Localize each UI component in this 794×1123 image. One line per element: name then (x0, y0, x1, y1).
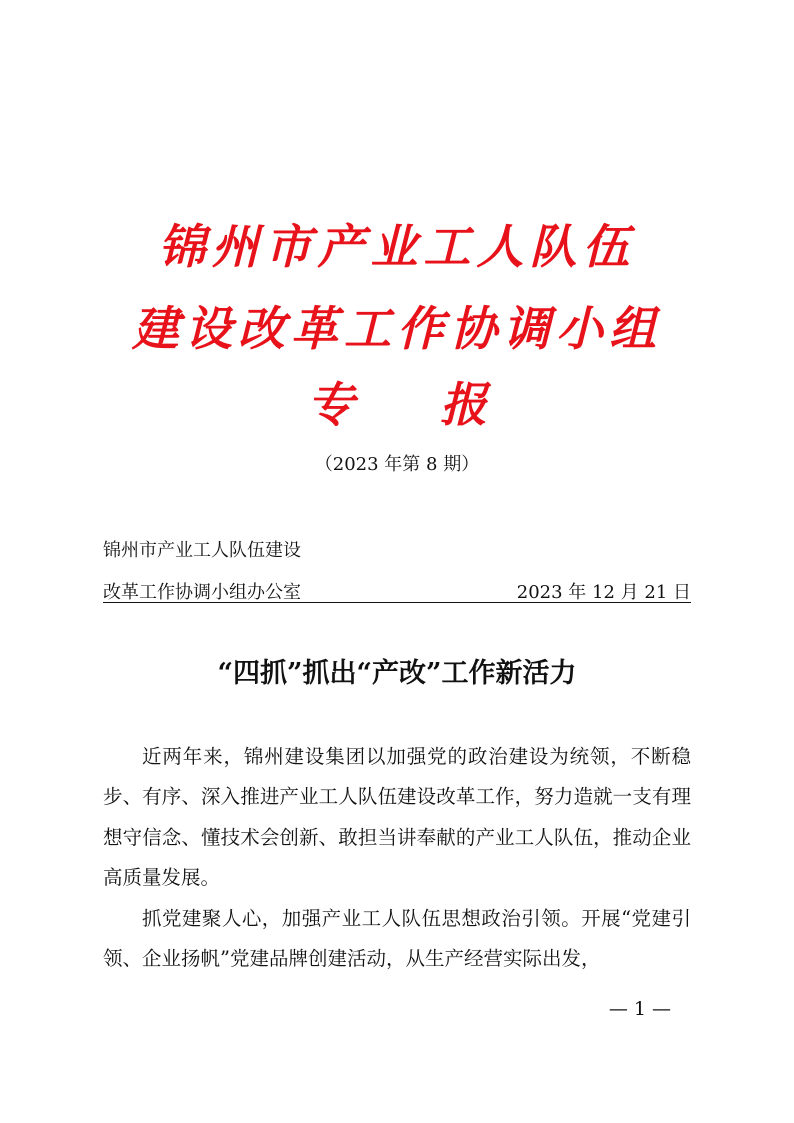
masthead-bulletin-label (0, 376, 794, 436)
issue-number: （2023 年第 8 期） (314, 454, 480, 475)
issue-date: 2023 年 12 月 21 日 (516, 582, 691, 603)
article-paragraph-1: 近两年来，锦州建设集团以加强党的政治建设为统领，不断稳步、有序、深入推进产业工人队伍建设改革工作，努力造就一支有理想守信念、懂技术会创新、敢担当讲奉献的产业工人队伍，推动企业高质量发展。 (103, 745, 691, 889)
bulletin-word-2: 报 (440, 378, 487, 433)
masthead-line-1: 锦州市产业工人队伍 (158, 220, 636, 275)
header-divider (103, 602, 691, 603)
masthead-line-2: 建设改革工作协调小组 (132, 302, 662, 357)
issuer-line-2: 改革工作协调小组办公室 (103, 582, 301, 603)
page-number: — 1 — (608, 998, 671, 1020)
issuer-line-1: 锦州市产业工人队伍建设 (103, 540, 301, 561)
article-title: “四抓”抓出“产改”工作新活力 (217, 658, 577, 689)
bulletin-word-1: 专 (307, 378, 354, 433)
article-paragraph-2: 抓党建聚人心，加强产业工人队伍思想政治引领。开展“党建引领、企业扬帆”党建品牌创建活动，从生产经营实际出发， (103, 907, 691, 971)
